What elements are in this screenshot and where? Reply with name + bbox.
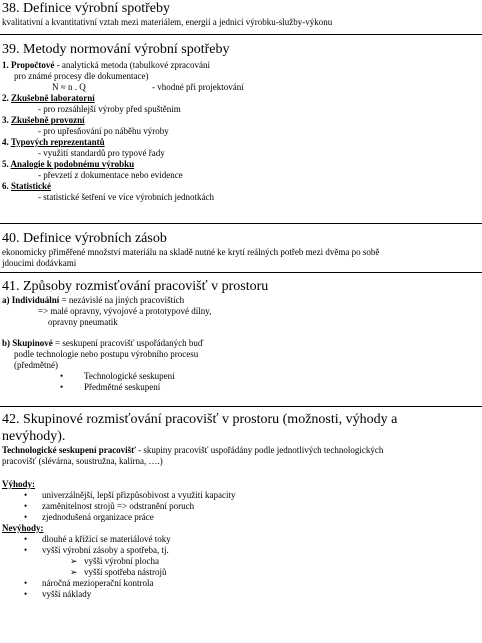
section-42 [0, 407, 482, 642]
pros-item [2, 501, 480, 512]
method-5-text: - převzetí z dokumentace nebo evidence [38, 170, 183, 180]
section-38 [0, 0, 482, 35]
pros-item-label: zjednodušená organizace práce [42, 512, 154, 522]
method-4-number: 4. [2, 137, 11, 147]
pros-item [2, 512, 480, 523]
method-3-text: - pro upřesňování po náběhu výroby [38, 126, 169, 136]
section-40 [0, 224, 482, 273]
cons-item [2, 578, 480, 589]
option-a-sub2: opravny pneumatik [48, 317, 118, 327]
method-4-title: Typových reprezentantů [10, 137, 105, 147]
cons-item-label: dlouhé a křížící se materiálové toky [42, 534, 171, 544]
option-b-item-label: Technologické seskupení [84, 371, 175, 381]
cons-subitem [2, 567, 480, 578]
cons-item [2, 534, 480, 545]
method-5 [2, 159, 480, 170]
bullet-icon: • [24, 589, 28, 599]
method-2 [2, 93, 480, 104]
bullet-icon: • [24, 545, 28, 555]
method-2-text: - pro rozsáhlejší výroby před spuštěním [38, 104, 181, 114]
method-6-title: Statistické [11, 181, 51, 191]
method-6-number: 6. [2, 181, 11, 191]
bullet-icon: • [60, 371, 64, 381]
method-2-number: 2. [2, 93, 11, 103]
section-38-text: kvalitativní a kvantitativní vztah mezi materiálem, energií a jednicí výrobku-služby-výkonu [2, 17, 333, 27]
option-b-item [2, 382, 480, 393]
option-b-text2: podle technologie nebo postupu výrobního procesu [14, 349, 199, 359]
method-1-title: 1. Propočtové [2, 60, 55, 70]
cons-item [2, 545, 480, 556]
method-6 [2, 181, 480, 192]
section-39-title: 39. Metody normování výrobní spotřeby [2, 42, 230, 57]
section-42-title: 42. Skupinové rozmisťování pracovišť v prostoru (možnosti, výhody a nevýhody). [2, 412, 398, 444]
section-41 [0, 273, 482, 407]
arrow-icon: ➢ [70, 567, 78, 577]
bullet-icon: • [24, 578, 28, 588]
method-1-formula-row [2, 82, 480, 93]
section-40-text2: jdoucími dodávkami [2, 258, 77, 268]
section-41-title: 41. Způsoby rozmisťování pracovišť v prostoru [2, 279, 269, 294]
method-5-number: 5. [2, 159, 11, 169]
section-40-title: 40. Definice výrobních zásob [2, 231, 167, 246]
method-1-text: - analytická metoda (tabulkové zpracování [54, 60, 211, 70]
option-a-title: a) Individuální [2, 295, 60, 305]
bullet-icon: • [24, 534, 28, 544]
method-1-formula: N ≈ n . Q [52, 82, 86, 92]
method-1-text2: pro známé procesy dle dokumentace) [14, 71, 149, 81]
section-40-text1: ekonomicky přiměřené množství materiálu na skladě nutné ke krytí reálných potřeb mezi dvěma po sobě [2, 247, 380, 257]
cons-title: Nevýhody: [2, 523, 44, 533]
cons-item-label: vyšší výrobní zásoby a spotřeba, tj. [42, 545, 169, 555]
method-3-title: Zkušebně provozní [11, 115, 85, 125]
option-b-title: b) Skupinové [2, 338, 53, 348]
bullet-icon: • [24, 501, 28, 511]
pros-item-label: univerzálnější, lepší přizpůsobivost a využití kapacity [42, 490, 236, 500]
cons-item-label: vyšší náklady [42, 589, 92, 599]
method-4-text: - využití standardů pro typové řady [38, 148, 165, 158]
tech-grouping [2, 445, 480, 456]
cons-item-label: náročná mezioperační kontrola [42, 578, 154, 588]
tech-grouping-text2: pracovišť (slévárna, soustružna, kalírna, ….) [2, 456, 163, 466]
section-38-title: 38. Definice výrobní spotřeby [2, 1, 170, 16]
option-b-text: = seskupení pracovišť uspořádaných buď [52, 338, 204, 348]
tech-grouping-title: Technologické seskupení pracovišť [2, 445, 136, 455]
method-1-note: - vhodné při projektování [152, 82, 244, 92]
pros-item-label: zaměnitelnost strojů => odstranění poruch [42, 501, 195, 511]
option-a-text: = nezávislé na jiných pracovištích [59, 295, 185, 305]
option-b-text3: (předmětné) [14, 360, 58, 370]
bullet-icon: • [60, 382, 64, 392]
bullet-icon: • [24, 490, 28, 500]
option-a-sub1: => malé opravny, vývojové a prototypové dílny, [38, 306, 212, 316]
section-39 [0, 35, 482, 224]
cons-subitem [2, 556, 480, 567]
method-6-text: - statistické šetření ve více výrobních jednotkách [38, 192, 214, 202]
method-1 [2, 60, 480, 71]
method-4 [2, 137, 480, 148]
tech-grouping-text: - skupiny pracovišť uspořádány podle jednotlivých technologických [135, 445, 384, 455]
cons-subitem-label: vyšší výrobní plocha [84, 556, 159, 566]
method-3-number: 3. [2, 115, 11, 125]
option-a [2, 295, 480, 306]
arrow-icon: ➢ [70, 556, 78, 566]
pros-title: Výhody: [2, 479, 36, 489]
cons-subitem-label: vyšší spotřeba nástrojů [84, 567, 167, 577]
pros-item [2, 490, 480, 501]
method-3 [2, 115, 480, 126]
option-b-item-label: Předmětné seskupení [84, 382, 161, 392]
option-b-item [2, 371, 480, 382]
bullet-icon: • [24, 512, 28, 522]
method-2-title: Zkušebně laboratorní [11, 93, 95, 103]
cons-item [2, 589, 480, 600]
method-5-title: Analogie k podobnému výrobku [10, 159, 135, 169]
option-b [2, 338, 480, 349]
